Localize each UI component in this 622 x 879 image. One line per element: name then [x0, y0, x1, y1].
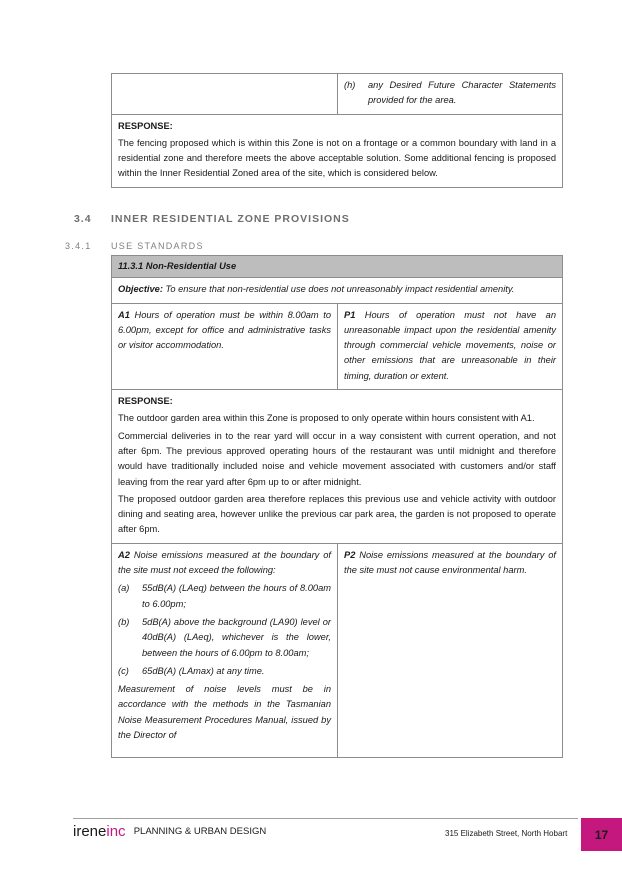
response-paragraph: Commercial deliveries in to the rear yard will occur in a way consistent with current operation, and not after 6pm. The previous approved operating hours of the restaurant was until midnight and therefore would have traditionally included noise and vehicle movement associated with customers and/or staff leaving from the rear yard after 6pm up to or after midnight.: [118, 430, 556, 487]
response-heading: RESPONSE:: [118, 396, 173, 407]
logo-irene: irene: [73, 823, 107, 840]
response-paragraph: The proposed outdoor garden area therefore replaces this previous use and vehicle activity with outdoor dining and seating area, however unlike the previous car park area, the garden is not proposed to operate after 6pm.: [118, 493, 556, 535]
use-standards-table: [111, 255, 563, 758]
a1-text: Hours of operation must be within 8.00am to 6.00pm, except for office and administrative tasks or visitor accommodation.: [118, 309, 332, 351]
p1-cell: [337, 304, 562, 389]
table-header: 11.3.1 Non-Residential Use: [112, 256, 562, 277]
a2-intro-text: Noise emissions measured at the boundary of the site must not exceed the following:: [118, 549, 332, 576]
section-number: 3.4: [74, 213, 92, 225]
criteria-list-item: [344, 78, 556, 109]
a2-measurement: Measurement of noise levels must be in accordance with the methods in the Tasmanian Noise Measurement Procedures Manual, issued by the Director of: [118, 684, 331, 741]
performance-criteria-cell: [337, 74, 562, 114]
section-title: INNER RESIDENTIAL ZONE PROVISIONS: [111, 213, 350, 225]
criteria-table-continued: [111, 73, 563, 188]
objective-row: [112, 277, 562, 302]
subsection-heading: [65, 241, 204, 251]
objective-label: Objective:: [118, 284, 163, 295]
p1-label: P1: [344, 309, 356, 320]
a2-cell: [112, 544, 337, 757]
item-text: 65dB(A) (LAmax) at any time.: [142, 665, 265, 676]
p2-text: Noise emissions measured at the boundary of the site must not cause environmental harm.: [344, 549, 556, 576]
subsection-number: 3.4.1: [65, 241, 92, 251]
item-label: (h): [344, 80, 356, 90]
logo-inc: inc: [106, 823, 126, 840]
p1-text: Hours of operation must not have an unreasonable impact upon the residential amenity through commercial vehicle movements, noise or other emissions that are unreasonable in their timing, duration or extent.: [344, 309, 556, 381]
company-logo: [73, 823, 266, 840]
a1-p1-row: [112, 303, 562, 389]
a1-cell: [112, 304, 337, 389]
a2-list-item: [118, 615, 331, 661]
logo-tagline: PLANNING & URBAN DESIGN: [133, 826, 267, 837]
item-text: 5dB(A) above the background (LA90) level or 40dB(A) (LAeq), whichever is the lower, between the hours of 6.00pm to 8.00am;: [142, 616, 331, 658]
a2-list-item: [118, 664, 331, 679]
item-label: (b): [118, 616, 130, 627]
objective-cell: [112, 278, 562, 302]
objective-text: To ensure that non-residential use does not unreasonably impact residential amenity.: [165, 284, 515, 295]
item-text: any Desired Future Character Statements provided for the area.: [368, 80, 556, 106]
acceptable-solution-cell-empty: [112, 74, 337, 110]
footer-divider: [73, 818, 578, 819]
a2-list-item: [118, 581, 331, 612]
response-row: [112, 114, 562, 187]
item-label: (c): [118, 665, 129, 676]
item-label: (a): [118, 583, 130, 594]
response-paragraph: The outdoor garden area within this Zone is proposed to only operate within hours consistent with A1.: [118, 413, 535, 424]
a2-intro: [118, 548, 331, 579]
a1-label: A1: [118, 309, 130, 320]
response-text: The fencing proposed which is within this Zone is not on a frontage or a common boundary with land in a residential zone and therefore meets the above acceptable solution. Some additional fencing is proposed within the Inner Residential Zoned area of the site, which is considered below.: [118, 137, 556, 179]
table-header-row: [112, 256, 562, 277]
page-number: 17: [581, 818, 622, 851]
p2-label: P2: [344, 549, 356, 560]
response-row: [112, 389, 562, 543]
response-heading: RESPONSE:: [118, 120, 173, 131]
item-text: 55dB(A) (LAeq) between the hours of 8.00am to 6.00pm;: [142, 583, 331, 609]
a2-p2-row: [112, 543, 562, 757]
criteria-row: [112, 74, 562, 114]
footer-address: 315 Elizabeth Street, North Hobart: [445, 829, 568, 838]
response-cell: [112, 115, 562, 187]
response-cell: [112, 390, 562, 543]
section-heading: [74, 213, 350, 225]
a2-label: A2: [118, 549, 130, 560]
subsection-title: USE STANDARDS: [111, 241, 204, 251]
p2-cell: [337, 544, 562, 757]
